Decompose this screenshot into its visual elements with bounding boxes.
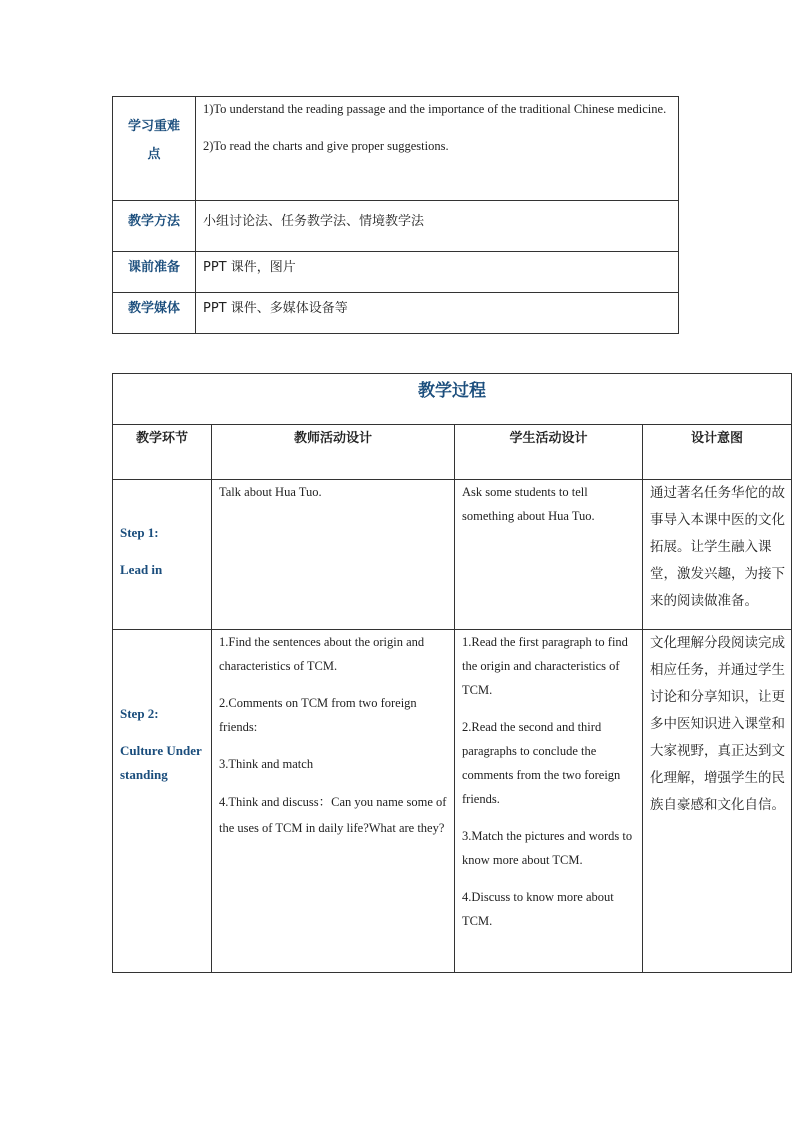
step2-title: Step 2: — [120, 706, 159, 721]
process-title: 教学过程 — [113, 374, 792, 425]
step2-intent: 文化理解分段阅读完成相应任务，并通过学生讨论和分享知识，让更多中医知识进入课堂和大家视野，真正达到文化理解，增强学生的民族自豪感和文化自信。 — [643, 630, 792, 973]
step1-intent: 通过著名任务华佗的故事导入本课中医的文化拓展。让学生融入课堂，激发兴趣，为接下来的阅读做准备。 — [643, 480, 792, 630]
header-teacher: 教师活动设计 — [212, 425, 455, 480]
process-title-row — [113, 374, 792, 425]
step2-student-item: 2.Read the second and third paragraphs to conclude the comments from the two foreign friends. — [462, 720, 621, 806]
step1-stage — [113, 480, 212, 630]
key-points-label-line1: 学习重难 — [127, 119, 180, 134]
header-stage: 教学环节 — [113, 425, 212, 480]
preparation-label: 课前准备 — [113, 252, 196, 293]
process-table — [112, 373, 792, 973]
step2-student — [455, 630, 643, 973]
header-student: 学生活动设计 — [455, 425, 643, 480]
media-value: PPT 课件、多媒体设备等 — [196, 293, 679, 334]
key-point-2: 2)To read the charts and give proper suggestions. — [203, 139, 449, 153]
step1-student — [455, 480, 643, 630]
step2-teacher — [212, 630, 455, 973]
preparation-row — [113, 252, 679, 293]
step2-teacher-item: 2.Comments on TCM from two foreign friends: — [219, 696, 417, 734]
key-point-1: 1)To understand the reading passage and the importance of the traditional Chinese medicine. — [203, 102, 667, 116]
key-points-label-line2: 点 — [147, 147, 161, 162]
preparation-value: PPT 课件，图片 — [196, 252, 679, 293]
header-intent: 设计意图 — [643, 425, 792, 480]
step2-row — [113, 630, 792, 973]
step2-stage — [113, 630, 212, 973]
key-points-label — [113, 97, 196, 201]
info-table — [112, 96, 679, 334]
step2-teacher-item: 1.Find the sentences about the origin and characteristics of TCM. — [219, 635, 425, 673]
method-label: 教学方法 — [113, 201, 196, 252]
step2-student-item: 3.Match the pictures and words to know more about TCM. — [462, 829, 633, 867]
step1-title: Step 1: — [120, 525, 159, 540]
step2-student-item: 4.Discuss to know more about TCM. — [462, 890, 614, 928]
step2-teacher-item: 4.Think and discuss：Can you name some of the uses of TCM in daily life?What are they? — [219, 795, 447, 835]
media-label: 教学媒体 — [113, 293, 196, 334]
key-points-row — [113, 97, 679, 201]
step2-teacher-item: 3.Think and match — [219, 757, 314, 771]
step1-teacher-item: Talk about Hua Tuo. — [219, 485, 322, 499]
step1-row — [113, 480, 792, 630]
method-value: 小组讨论法、任务教学法、情境教学法 — [196, 201, 679, 252]
media-row — [113, 293, 679, 334]
method-row — [113, 201, 679, 252]
step1-teacher — [212, 480, 455, 630]
key-points-value — [196, 97, 679, 201]
step2-name: Culture Understanding — [120, 743, 202, 782]
step1-student-item: Ask some students to tell something about Hua Tuo. — [462, 485, 595, 523]
step2-student-item: 1.Read the first paragraph to find the origin and characteristics of TCM. — [462, 635, 628, 697]
step1-name: Lead in — [120, 562, 163, 577]
header-row — [113, 425, 792, 480]
